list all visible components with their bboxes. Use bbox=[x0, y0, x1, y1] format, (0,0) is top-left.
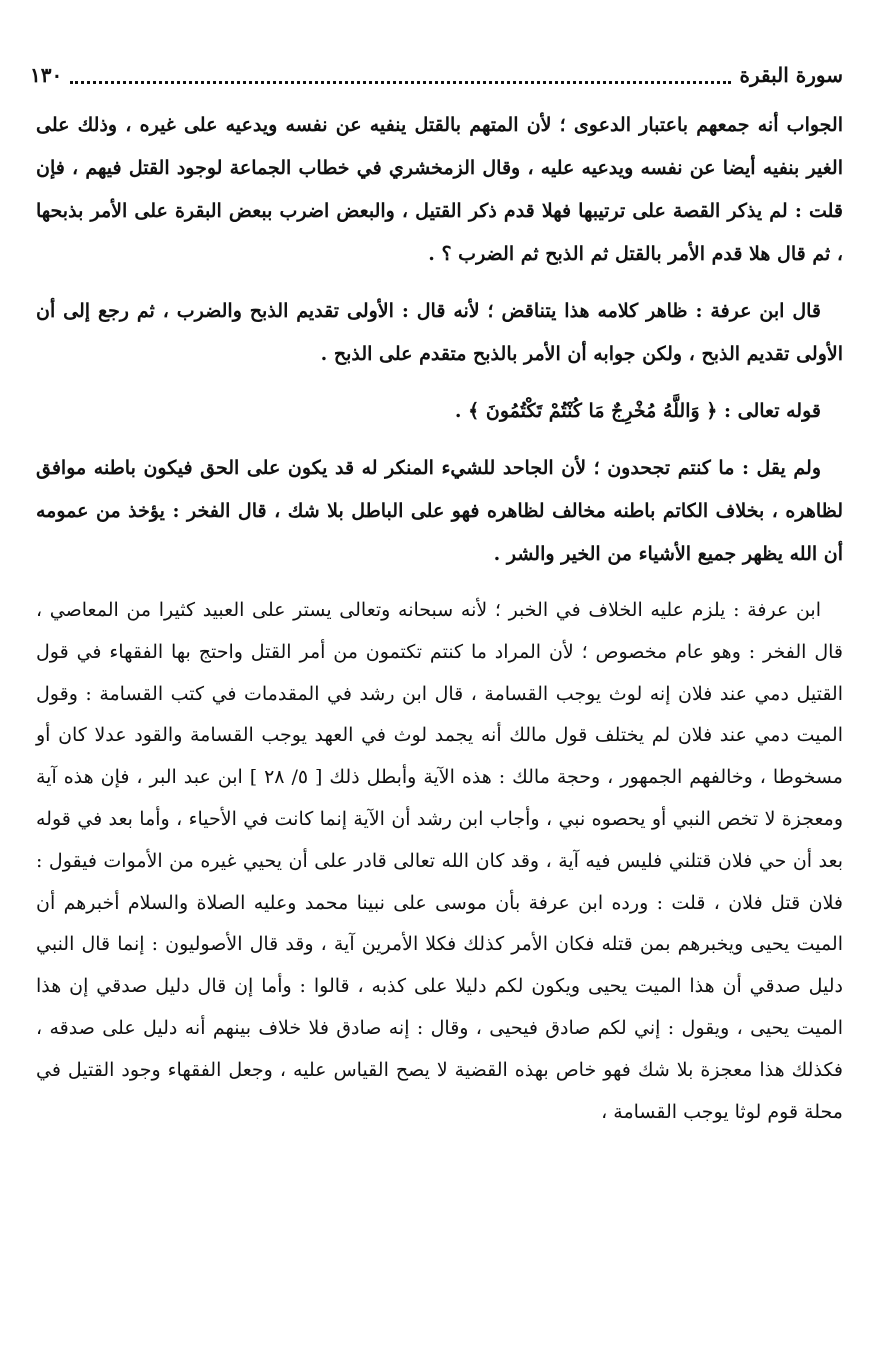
page-header bbox=[30, 58, 843, 92]
page-number: ١٣٠ bbox=[30, 63, 63, 87]
page-body bbox=[36, 104, 843, 1147]
header-dotted-leader bbox=[70, 67, 731, 84]
paragraph-2: قال ابن عرفة : ظاهر كلامه هذا يتناقض ؛ لأنه قال : الأولى تقديم الذبح والضرب ، ثم رجع إلى أن الأولى تقديم الذبح ، ولكن جوابه أن الأمر بالذبح متقدم على الذبح . bbox=[36, 300, 843, 365]
paragraph-5: ابن عرفة : يلزم عليه الخلاف في الخبر ؛ لأنه سبحانه وتعالى يستر على العبيد كثيرا من المعاصي ، قال الفخر : وهو عام مخصوص ؛ لأن المراد ما كنتم تكتمون من أمر القتل واحتج بها الفقهاء في قول القتيل دمي عند فلان إنه لوث يوجب القسامة ، قال ابن رشد في المقدمات في كتب القسامة : وقول الميت دمي عند فلان لم يختلف قول مالك أنه يجمد لوث في العهد يوجب القسامة والقود عدلا كان أو مسخوطا ، وخالفهم الجمهور ، وحجة مالك : هذه الآية وأبطل ذلك [ ٥/ ٢٨ ] ابن عبد البر ، فإن هذه آية ومعجزة لا تخص النبي أو يحصوه نبي ، وأجاب ابن رشد أن الآية إنما كانت في الأحياء ، وأما بعد في قوله بعد أن حي فلان قتلني فليس فيه آية ، وقد كان الله تعالى قادر على أن يحيي غيره من الأموات فيقول : فلان قتل فلان ، قلت : ورده ابن عرفة بأن موسى على نبينا محمد وعليه الصلاة والسلام أخبرهم أن الميت يحيى ويخبرهم بمن قتله فكان الأمر كذلك فكلا الأمرين آية ، وقد قال الأصوليون : إنما قال النبي دليل صدقي أن هذا الميت يحيى ويكون لكم دليلا على كذبه ، قالوا : وأما إن قال دليل صدقي إن هذا الميت يحيى ، ويقول : إني لكم صادق فيحيى ، وقال : إنه صادق فلا خلاف بينهم أنه دليل على صدقه ، فكذلك هذا معجزة بلا شك فهو خاص بهذه القضية لا يصح القياس عليه ، وجعل الفقهاء وجود القتيل في محلة قوم لوثا يوجب القسامة ، bbox=[36, 599, 843, 1123]
surah-title: سورة البقرة bbox=[739, 63, 843, 87]
paragraph-4: ولم يقل : ما كنتم تجحدون ؛ لأن الجاحد للشيء المنكر له قد يكون على الحق فيكون باطنه موافق لظاهره ، بخلاف الكاتم باطنه مخالف لظاهره فهو على الباطل بلا شك ، قال الفخر : يؤخذ من عمومه أن الله يظهر جميع الأشياء من الخير والشر . bbox=[36, 457, 843, 565]
paragraph-3-quran-verse: قوله تعالى : ﴿ وَاللَّهُ مُخْرِجٌ مَا كُنْتُمْ تَكْتُمُونَ ﴾ . bbox=[454, 400, 821, 422]
paragraph-1: الجواب أنه جمعهم باعتبار الدعوى ؛ لأن المتهم بالقتل ينفيه عن نفسه ويدعيه على غيره ، وذلك على الغير بنفيه أيضا عن نفسه ويدعيه عليه ، وقال الزمخشري في خطاب الجماعة لوجود القتل فيهم ، فإن قلت : لم يذكر القصة على ترتيبها فهلا قدم ذكر القتيل ، والبعض اضرب ببعض البقرة على الأمر بذبحها ، ثم قال هلا قدم الأمر بالقتل ثم الذبح ثم الضرب ؟ . bbox=[36, 114, 843, 265]
